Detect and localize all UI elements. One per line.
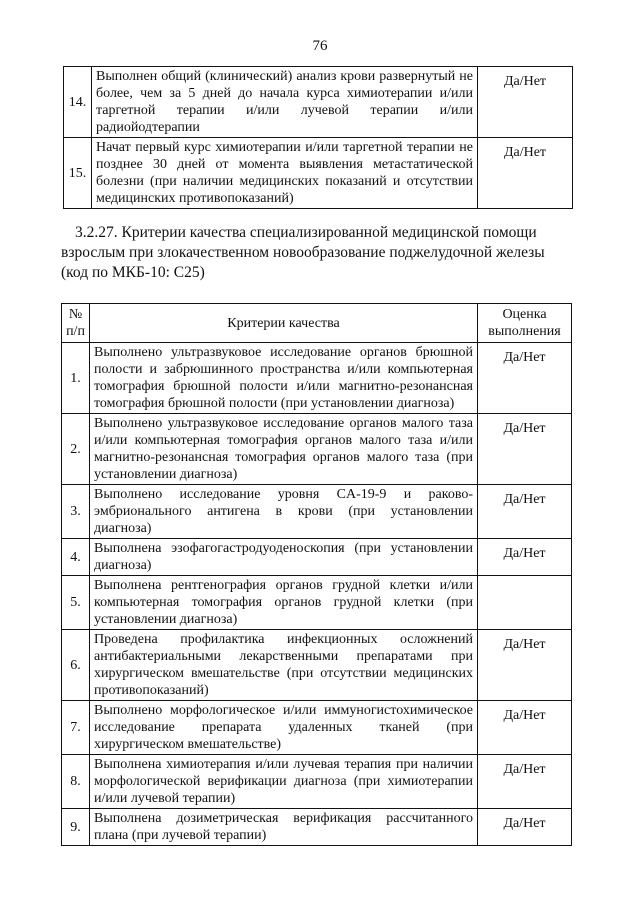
table-row (62, 701, 572, 755)
row-grade: Да/Нет (478, 755, 572, 809)
row-number: 5. (62, 576, 90, 630)
row-grade: Да/Нет (478, 414, 572, 485)
row-criterion: Проведена профилактика инфекционных осложнений антибактериальными лекарственными препаратами при хирургическом вмешательстве (при отсутствии медицинских противопоказаний) (90, 630, 478, 701)
row-grade: Да/Нет (478, 539, 572, 576)
row-number: 3. (62, 485, 90, 539)
row-grade: Да/Нет (478, 67, 573, 138)
table-row (64, 67, 573, 138)
row-number: 15. (64, 138, 92, 209)
row-grade: Да/Нет (478, 809, 572, 846)
section-heading-line-3: (код по МКБ-10: C25) (61, 264, 205, 281)
table-row (62, 539, 572, 576)
table-row (62, 343, 572, 414)
row-grade: Да/Нет (478, 138, 573, 209)
row-number: 14. (64, 67, 92, 138)
table-row (62, 576, 572, 630)
row-grade: Да/Нет (478, 630, 572, 701)
table-row (62, 755, 572, 809)
row-criterion: Выполнено исследование уровня CA-19-9 и раково-эмбрионального антигена в крови (при установлении диагноза) (90, 485, 478, 539)
section-heading-line-1: 3.2.27. Критерии качества специализированной медицинской помощи (75, 224, 537, 241)
section-heading (61, 223, 572, 283)
row-criterion: Начат первый курс химиотерапии и/или таргетной терапии не позднее 30 дней от момента выявления метастатической болезни (при наличии медицинских показаний и отсутствии медицинских противопоказаний) (92, 138, 478, 209)
row-criterion: Выполнена рентгенография органов грудной клетки и/или компьютерная томография органов грудной клетки (при установлении диагноза) (90, 576, 478, 630)
table-row (62, 809, 572, 846)
criteria-table-pancreas (61, 303, 572, 846)
row-criterion: Выполнен общий (клинический) анализ крови развернутый не более, чем за 5 дней до начала курса химиотерапии и/или таргетной терапии и/или лучевой терапии и/или радиойодтерапии (92, 67, 478, 138)
row-number: 1. (62, 343, 90, 414)
table-row (64, 138, 573, 209)
row-grade: Да/Нет (478, 343, 572, 414)
row-criterion: Выполнено ультразвуковое исследование органов малого таза и/или компьютерная томография органов малого таза и/или магнитно-резонансная томография органов малого таза (при установлении диагноза) (90, 414, 478, 485)
header-criterion: Критерии качества (90, 304, 478, 343)
row-number: 4. (62, 539, 90, 576)
row-criterion: Выполнено ультразвуковое исследование органов брюшной полости и забрюшинного пространства и/или компьютерная томография брюшной полости и/или магнитно-резонансная томография брюшной полости (при установлении диагноза) (90, 343, 478, 414)
row-number: 7. (62, 701, 90, 755)
row-grade: Да/Нет (478, 701, 572, 755)
table-header-row (62, 304, 572, 343)
header-num: № п/п (62, 304, 90, 343)
row-grade: Да/Нет (478, 485, 572, 539)
row-criterion: Выполнена химиотерапия и/или лучевая терапия при наличии морфологической верификации диагноза (при химиотерапии и/или лучевой терапии) (90, 755, 478, 809)
row-grade (478, 576, 572, 630)
section-heading-line-2: взрослым при злокачественном новообразование поджелудочной железы (61, 244, 545, 261)
table-row (62, 414, 572, 485)
row-number: 8. (62, 755, 90, 809)
table-row (62, 485, 572, 539)
criteria-table-continued (63, 66, 573, 209)
row-number: 9. (62, 809, 90, 846)
row-number: 2. (62, 414, 90, 485)
row-criterion: Выполнена дозиметрическая верификация рассчитанного плана (при лучевой терапии) (90, 809, 478, 846)
row-criterion: Выполнено морфологическое и/или иммуногистохимическое исследование препарата удаленных тканей (при хирургическом вмешательстве) (90, 701, 478, 755)
row-criterion: Выполнена эзофагогастродуоденоскопия (при установлении диагноза) (90, 539, 478, 576)
header-grade: Оценка выполнения (478, 304, 572, 343)
page-number: 76 (312, 38, 328, 54)
row-number: 6. (62, 630, 90, 701)
table-row (62, 630, 572, 701)
